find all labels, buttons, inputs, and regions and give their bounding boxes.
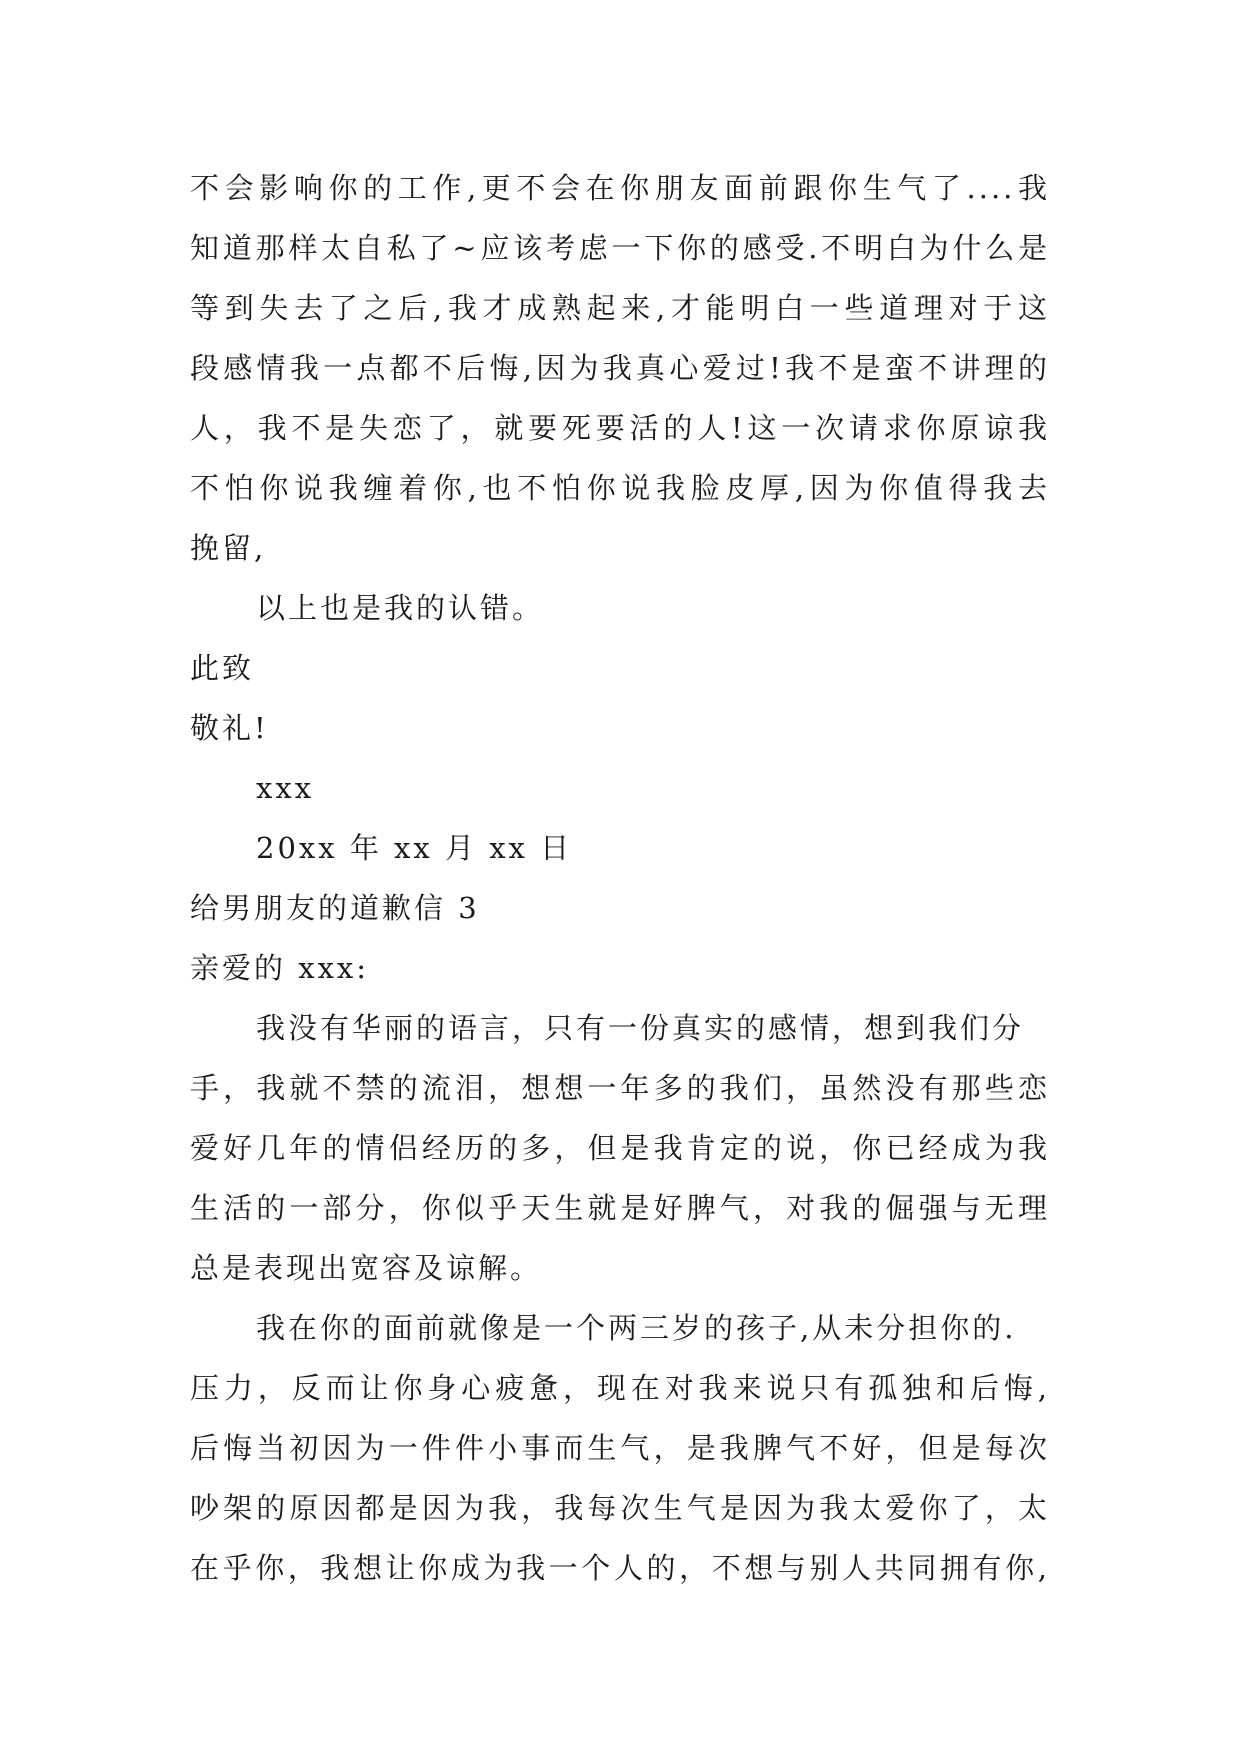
text-line: 后悔当初因为一件件小事而生气，是我脾气不好，但是每次 <box>190 1431 1050 1465</box>
text-line: 生活的一部分，你似乎天生就是好脾气，对我的倔强与无理 <box>190 1191 1050 1225</box>
text-line: 知道那样太自私了~应该考虑一下你的感受.不明白为什么是 <box>190 231 1050 265</box>
text-line: 等到失去了之后,我才成熟起来,才能明白一些道理对于这 <box>190 291 1050 325</box>
text-line: 段感情我一点都不后悔,因为我真心爱过!我不是蛮不讲理的 <box>190 351 1050 385</box>
text-line: 爱好几年的情侣经历的多，但是我肯定的说，你已经成为我 <box>190 1131 1050 1165</box>
signature-name: xxx <box>256 771 315 805</box>
text-line: 挽留, <box>190 531 267 565</box>
text-line: 压力，反而让你身心疲惫，现在对我来说只有孤独和后悔, <box>190 1371 1050 1405</box>
signature-date: 20xx 年 xx 月 xx 日 <box>256 831 573 865</box>
letter-greeting: 亲爱的 xxx: <box>190 951 370 985</box>
text-line: 我没有华丽的语言，只有一份真实的感情，想到我们分 <box>256 1011 1025 1045</box>
closing-respects: 敬礼! <box>190 711 269 745</box>
text-line: 在乎你，我想让你成为我一个人的，不想与别人共同拥有你, <box>190 1551 1050 1585</box>
text-line: 总是表现出宽容及谅解。 <box>190 1251 543 1285</box>
text-line: 手，我就不禁的流泪，想想一年多的我们，虽然没有那些恋 <box>190 1071 1050 1105</box>
text-line: 吵架的原因都是因为我，我每次生气是因为我太爱你了，太 <box>190 1491 1050 1525</box>
closing-salutation: 此致 <box>190 651 255 685</box>
letter-title: 给男朋友的道歉信 3 <box>190 891 480 925</box>
text-line: 不会影响你的工作,更不会在你朋友面前跟你生气了....我 <box>190 171 1050 205</box>
text-line: 不怕你说我缠着你,也不怕你说我脸皮厚,因为你值得我去 <box>190 471 1050 505</box>
text-line: 我在你的面前就像是一个两三岁的孩子,从未分担你的. <box>256 1311 1017 1345</box>
text-line: 以上也是我的认错。 <box>256 591 545 625</box>
text-line: 人，我不是失恋了，就要死要活的人!这一次请求你原谅我 <box>190 411 1050 445</box>
letter-body <box>190 158 1070 1598</box>
